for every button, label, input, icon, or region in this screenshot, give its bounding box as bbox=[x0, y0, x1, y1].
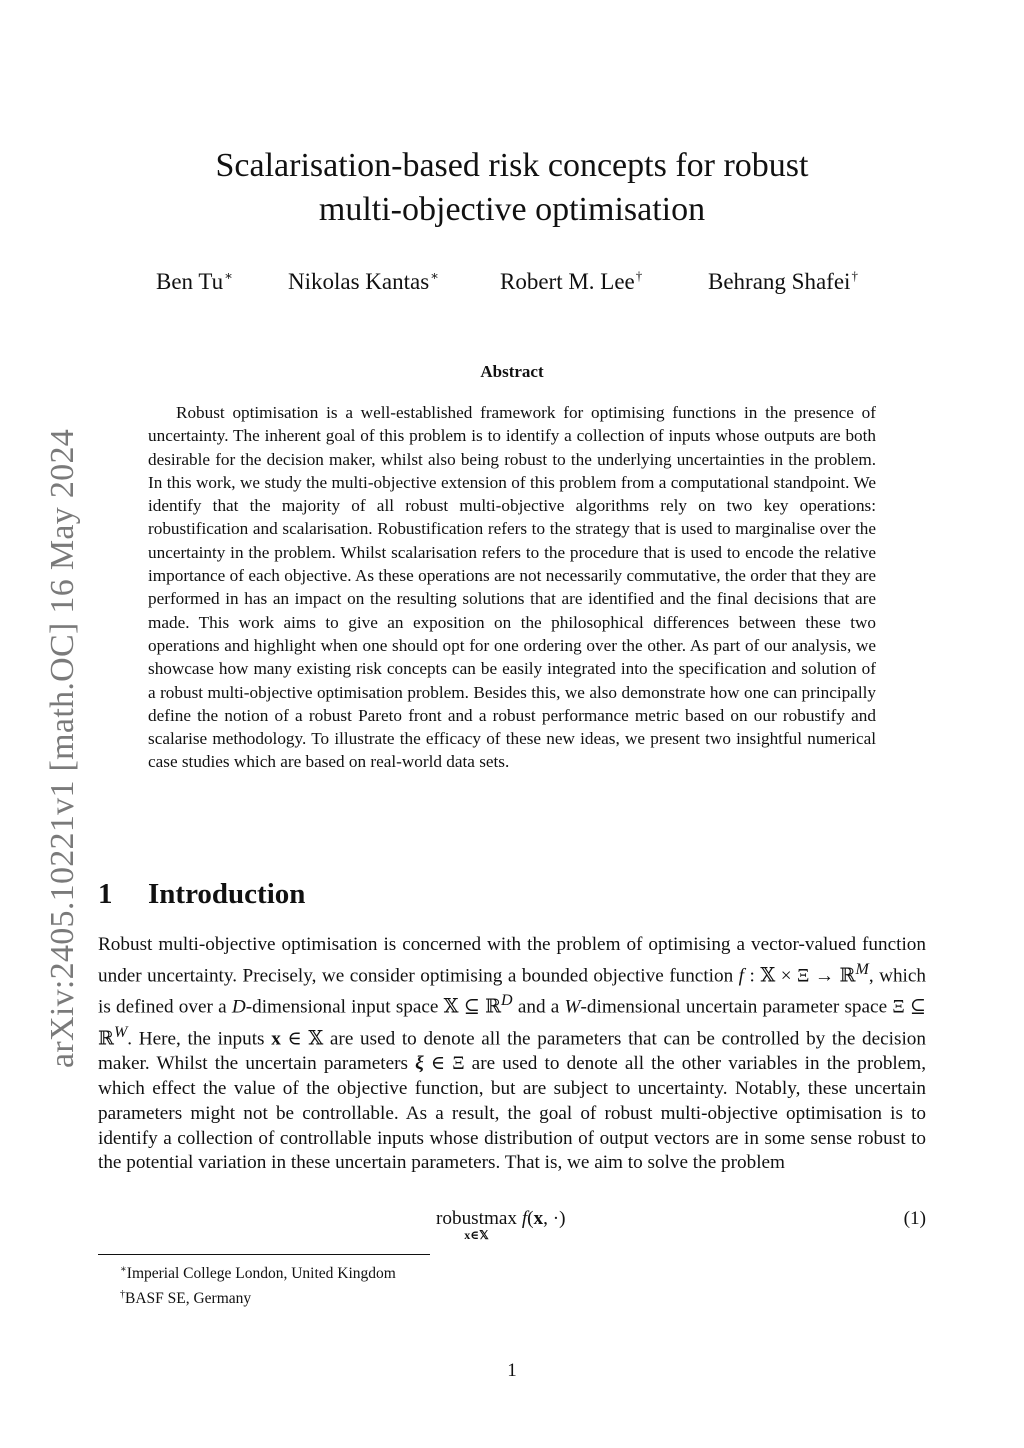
author-3 bbox=[500, 268, 642, 295]
arxiv-identifier-stamp: arXiv:2405.10221v1 [math.OC] 16 May 2024 bbox=[44, 428, 81, 1068]
math-mapping: : 𝕏 × Ξ → ℝ bbox=[744, 965, 856, 987]
math-D-sup: D bbox=[501, 992, 513, 1010]
author-name: Ben Tu bbox=[156, 269, 224, 294]
math-D: D bbox=[231, 996, 246, 1018]
abstract-text: Robust optimisation is a well-established framework for optimising functions in the presence of uncertainty. The inherent goal of this problem is to identify a collection of inputs whose outputs are both desirable for the decision maker, whilst also being robust to the underlying uncertainties in the problem. In this work, we study the multi-objective extension of this problem from a computational standpoint. We identify that the majority of all robust multi-objective algorithms rely on two key operations: robustification and scalarisation. Robustification refers to the strategy that is used to marginalise over the uncertainty in the problem. Whilst scalarisation refers to the procedure that is used to encode the relative importance of each objective. As these operations are not necessarily commutative, the order that they are performed in has an impact on the resulting solutions that are identified and the final decisions that are made. This work aims to give an exposition on the philosophical differences between these two operations and highlight when one should opt for one ordering over the other. As part of our analysis, we showcase how many existing risk concepts can be easily integrated into the specification and solution of a robust multi-objective optimisation problem. Besides this, we also demonstrate how one can principally define the notion of a robust Pareto front and a robust performance metric based on our robustify and scalarise methodology. To illustrate the efficacy of these new ideas, we present two insightful numerical case studies which are based on real-world data sets. bbox=[148, 403, 876, 772]
intro-text: -dimensional uncertain parameter space Ξ ⊆ ℝ bbox=[98, 996, 926, 1049]
intro-text: , which is defined over a bbox=[98, 965, 926, 1018]
section-number: 1 bbox=[98, 878, 113, 910]
author-name: Robert M. Lee bbox=[500, 269, 635, 294]
robustmax-operator bbox=[436, 1208, 518, 1242]
intro-text: ∈ Ξ are used to denote all the other variables in the problem, which effect the value of the objective function, but are subject to uncertainty. Notably, these uncertain parameters might not be controllable. As a result, the goal of robust multi-objective optimisation is to identify a collection of controllable inputs whose distribution of output vectors are in some sense robust to the potential variation in these uncertain parameters. That is, we aim to solve the problem bbox=[98, 1052, 927, 1174]
author-affiliation-mark: † bbox=[851, 268, 858, 283]
footnote-text: BASF SE, Germany bbox=[125, 1290, 252, 1307]
title-line-2: multi-objective optimisation bbox=[318, 191, 706, 228]
footnotes bbox=[120, 1259, 396, 1309]
author-affiliation-mark: ∗ bbox=[430, 268, 440, 283]
math-W: W bbox=[564, 996, 581, 1018]
author-name: Nikolas Kantas bbox=[288, 269, 430, 294]
abstract-heading: Abstract bbox=[480, 362, 544, 381]
equation-body bbox=[436, 1208, 566, 1242]
math-W-sup: W bbox=[113, 1023, 128, 1041]
math-M: M bbox=[855, 960, 869, 978]
intro-text: ∈ 𝕏 are used to denote all the parameters that can be controlled by the decision maker. Whilst the uncertain parameters bbox=[98, 1027, 926, 1074]
intro-text: -dimensional input space 𝕏 ⊆ ℝ bbox=[245, 996, 502, 1018]
footnote-mark: ∗ bbox=[120, 1264, 127, 1275]
equation-number: (1) bbox=[903, 1208, 926, 1229]
introduction-paragraph bbox=[98, 933, 926, 1176]
math-xi: ξ bbox=[415, 1052, 424, 1074]
math-x: x bbox=[533, 1208, 544, 1229]
footnote-text: Imperial College London, United Kingdom bbox=[126, 1265, 396, 1282]
section-heading-introduction bbox=[98, 878, 305, 911]
paren-open: ( bbox=[527, 1208, 534, 1229]
math-f: f bbox=[738, 965, 745, 987]
intro-text: . Here, the inputs bbox=[127, 1027, 272, 1049]
section-title: Introduction bbox=[148, 878, 306, 910]
paper-title bbox=[0, 144, 1024, 232]
equation-1 bbox=[98, 1208, 926, 1248]
author-name: Behrang Shafei bbox=[708, 269, 851, 294]
author-1 bbox=[156, 268, 233, 295]
author-affiliation-mark: ∗ bbox=[224, 268, 233, 283]
footnote-mark: † bbox=[120, 1289, 125, 1300]
author-affiliation-mark: † bbox=[635, 268, 643, 283]
author-4 bbox=[708, 268, 858, 295]
math-x: x bbox=[271, 1027, 281, 1049]
footnote-1 bbox=[120, 1259, 396, 1284]
operator-text: robustmax bbox=[436, 1208, 518, 1229]
intro-text: Robust multi-objective optimisation is concerned with the problem of optimising a vector-valued function under uncertainty. Precisely, we consider optimising a bounded objective function bbox=[98, 934, 926, 987]
operator-subscript: x∈𝕏 bbox=[464, 1228, 489, 1242]
author-2 bbox=[288, 268, 439, 295]
page-number: 1 bbox=[507, 1360, 517, 1381]
equation-rest: , ·) bbox=[543, 1208, 566, 1229]
footnote-divider bbox=[98, 1254, 430, 1255]
title-line-1: Scalarisation-based risk concepts for robust bbox=[215, 147, 809, 184]
math-f: f bbox=[521, 1208, 528, 1229]
intro-text: and a bbox=[512, 996, 565, 1018]
footnote-2 bbox=[120, 1284, 396, 1309]
